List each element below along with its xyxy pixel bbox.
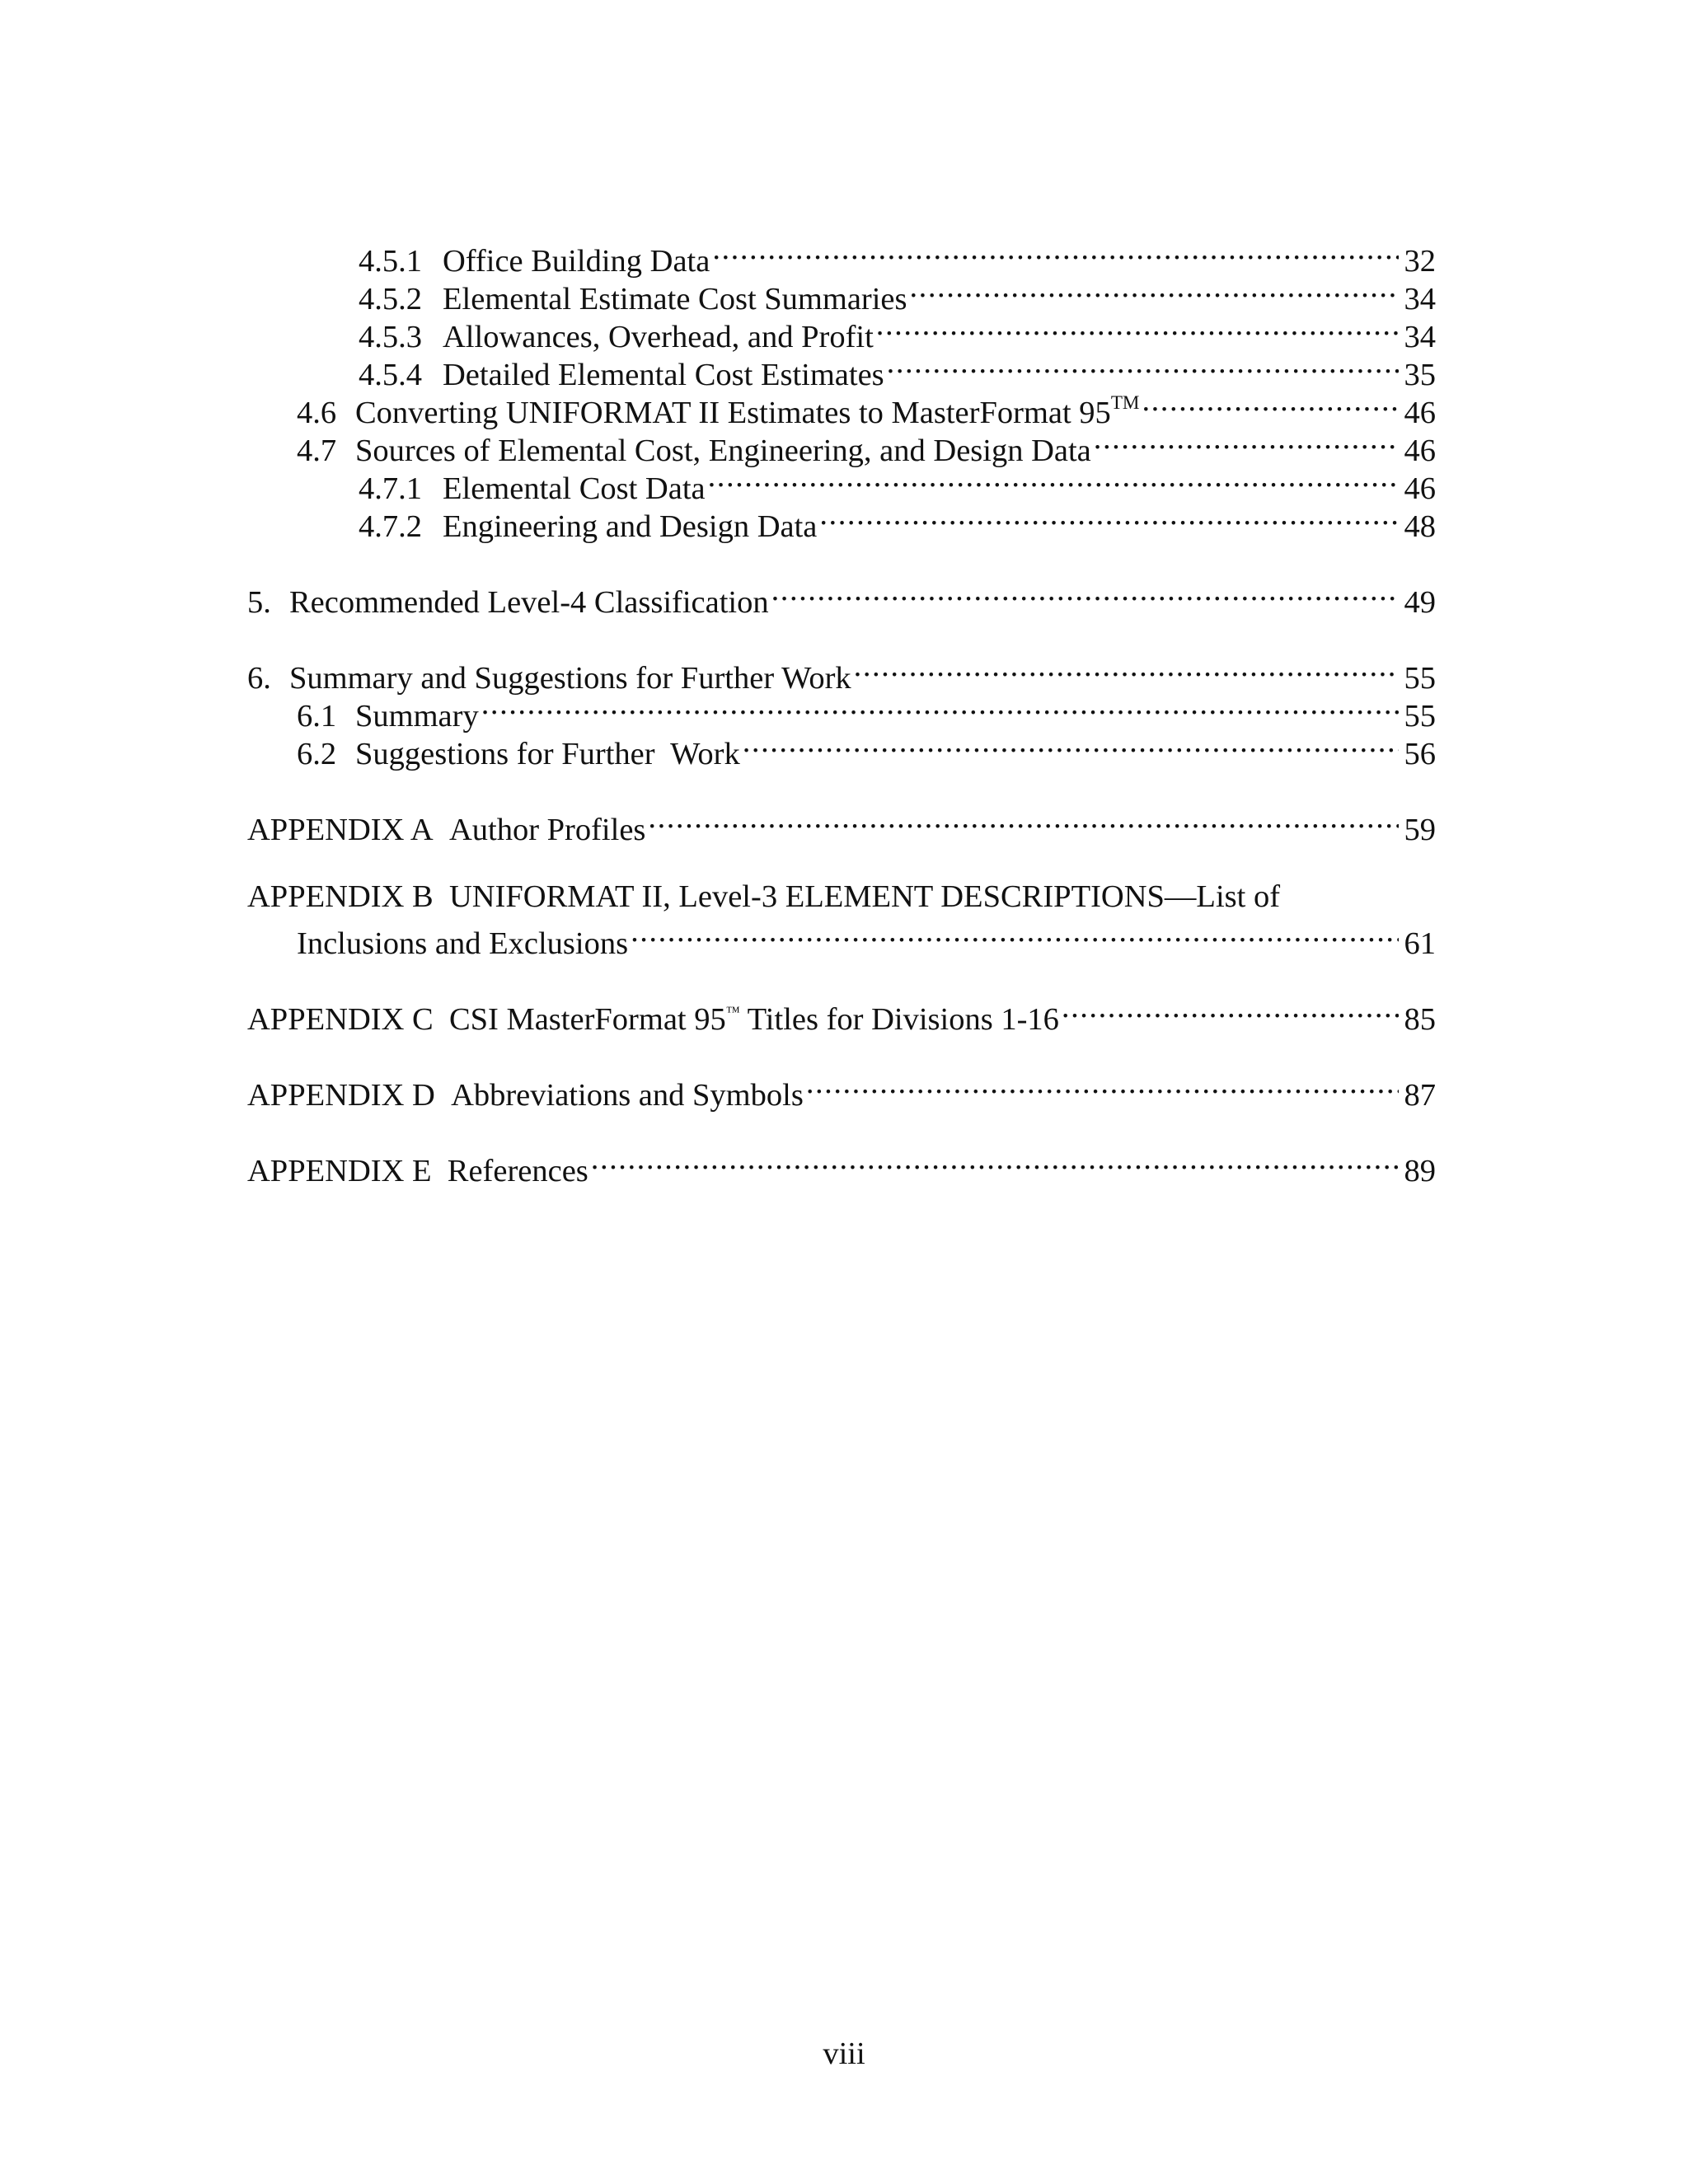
toc-entry-5 <box>247 574 1436 620</box>
appendix-label: APPENDIX B <box>247 879 434 914</box>
toc-entry-appendix-a <box>247 802 1436 847</box>
toc-title: Summary <box>355 699 479 733</box>
toc-entry-6 <box>247 650 1436 696</box>
toc-number: 4.7.1 <box>359 471 422 506</box>
toc-entry-appendix-d <box>247 1067 1436 1113</box>
toc-title: Abbreviations and Symbols <box>451 1078 804 1113</box>
toc-title: Suggestions for Further Work <box>355 737 740 771</box>
table-of-contents <box>247 233 1436 1188</box>
toc-number: 6. <box>247 661 271 696</box>
toc-entry-appendix-b <box>247 878 1436 961</box>
toc-title: Recommended Level-4 Classification <box>289 585 769 620</box>
appendix-label: APPENDIX C <box>247 1002 434 1037</box>
toc-title: Office Building Data <box>443 244 710 279</box>
toc-entry-4-5-1 <box>247 233 1436 279</box>
dot-leader <box>631 916 1399 954</box>
toc-number: 6.1 <box>297 699 337 733</box>
appendix-label: APPENDIX A <box>247 813 434 847</box>
toc-title: Author Profiles <box>448 813 646 847</box>
dot-leader <box>1142 385 1399 423</box>
toc-page: 46 <box>1404 434 1436 468</box>
dot-leader <box>771 574 1399 612</box>
toc-page: 34 <box>1404 320 1436 354</box>
toc-page: 87 <box>1404 1078 1436 1113</box>
dot-leader <box>1062 991 1399 1029</box>
toc-title: Elemental Cost Data <box>443 471 706 506</box>
toc-title: Sources of Elemental Cost, Engineering, and Design Data <box>355 434 1091 468</box>
toc-title: CSI MasterFormat 95 <box>448 1002 726 1037</box>
dot-leader <box>591 1143 1399 1181</box>
dot-leader <box>887 347 1399 385</box>
toc-page: 48 <box>1404 509 1436 544</box>
toc-number: 4.6 <box>297 396 337 430</box>
dot-leader <box>481 688 1399 726</box>
toc-number: 4.7.2 <box>359 509 422 544</box>
dot-leader <box>910 271 1400 309</box>
dot-leader <box>806 1067 1399 1105</box>
toc-number: 4.5.3 <box>359 320 422 354</box>
dot-leader <box>854 650 1399 688</box>
toc-entry-appendix-c <box>247 991 1436 1037</box>
toc-entry-appendix-e <box>247 1143 1436 1188</box>
toc-number: 4.7 <box>297 434 337 468</box>
toc-page: 56 <box>1404 737 1436 771</box>
toc-page: 55 <box>1404 661 1436 696</box>
toc-number: 4.5.1 <box>359 244 422 279</box>
toc-page: 35 <box>1404 358 1436 392</box>
toc-page: 46 <box>1404 471 1436 506</box>
toc-page: 59 <box>1404 813 1436 847</box>
toc-number: 4.5.2 <box>359 282 422 316</box>
dot-leader <box>743 726 1399 764</box>
toc-title-suffix: Titles for Divisions 1-16 <box>739 1002 1059 1037</box>
toc-number: 4.5.4 <box>359 358 422 392</box>
trademark-mark: TM <box>1110 391 1140 413</box>
toc-number: 6.2 <box>297 737 337 771</box>
dot-leader <box>1094 423 1399 461</box>
appendix-label: APPENDIX D <box>247 1078 435 1113</box>
toc-title: Converting UNIFORMAT II Estimates to MasterFormat 95 <box>355 396 1111 430</box>
toc-title: Detailed Elemental Cost Estimates <box>443 358 884 392</box>
dot-leader <box>648 802 1399 840</box>
toc-title-line2: Inclusions and Exclusions <box>297 926 629 961</box>
toc-page: 55 <box>1404 699 1436 733</box>
dot-leader <box>876 309 1399 347</box>
appendix-label: APPENDIX E <box>247 1154 432 1188</box>
dot-leader <box>708 461 1399 499</box>
toc-title: References <box>447 1154 588 1188</box>
toc-page: 34 <box>1404 282 1436 316</box>
toc-page: 49 <box>1404 585 1436 620</box>
toc-page: 32 <box>1404 244 1436 279</box>
toc-page: 85 <box>1404 1002 1436 1037</box>
toc-title: Summary and Suggestions for Further Work <box>289 661 851 696</box>
toc-title: Allowances, Overhead, and Profit <box>443 320 874 354</box>
trademark-mark: ™ <box>725 1003 740 1019</box>
toc-page: 61 <box>1404 926 1436 961</box>
toc-page: 46 <box>1404 396 1436 430</box>
page-number: viii <box>823 2036 865 2071</box>
toc-title-line1: UNIFORMAT II, Level-3 ELEMENT DESCRIPTIONS—List of <box>448 879 1281 914</box>
dot-leader <box>819 499 1399 537</box>
dot-leader <box>712 233 1399 271</box>
toc-title: Engineering and Design Data <box>443 509 818 544</box>
toc-page: 89 <box>1404 1154 1436 1188</box>
toc-number: 5. <box>247 585 271 620</box>
toc-title: Elemental Estimate Cost Summaries <box>443 282 907 316</box>
